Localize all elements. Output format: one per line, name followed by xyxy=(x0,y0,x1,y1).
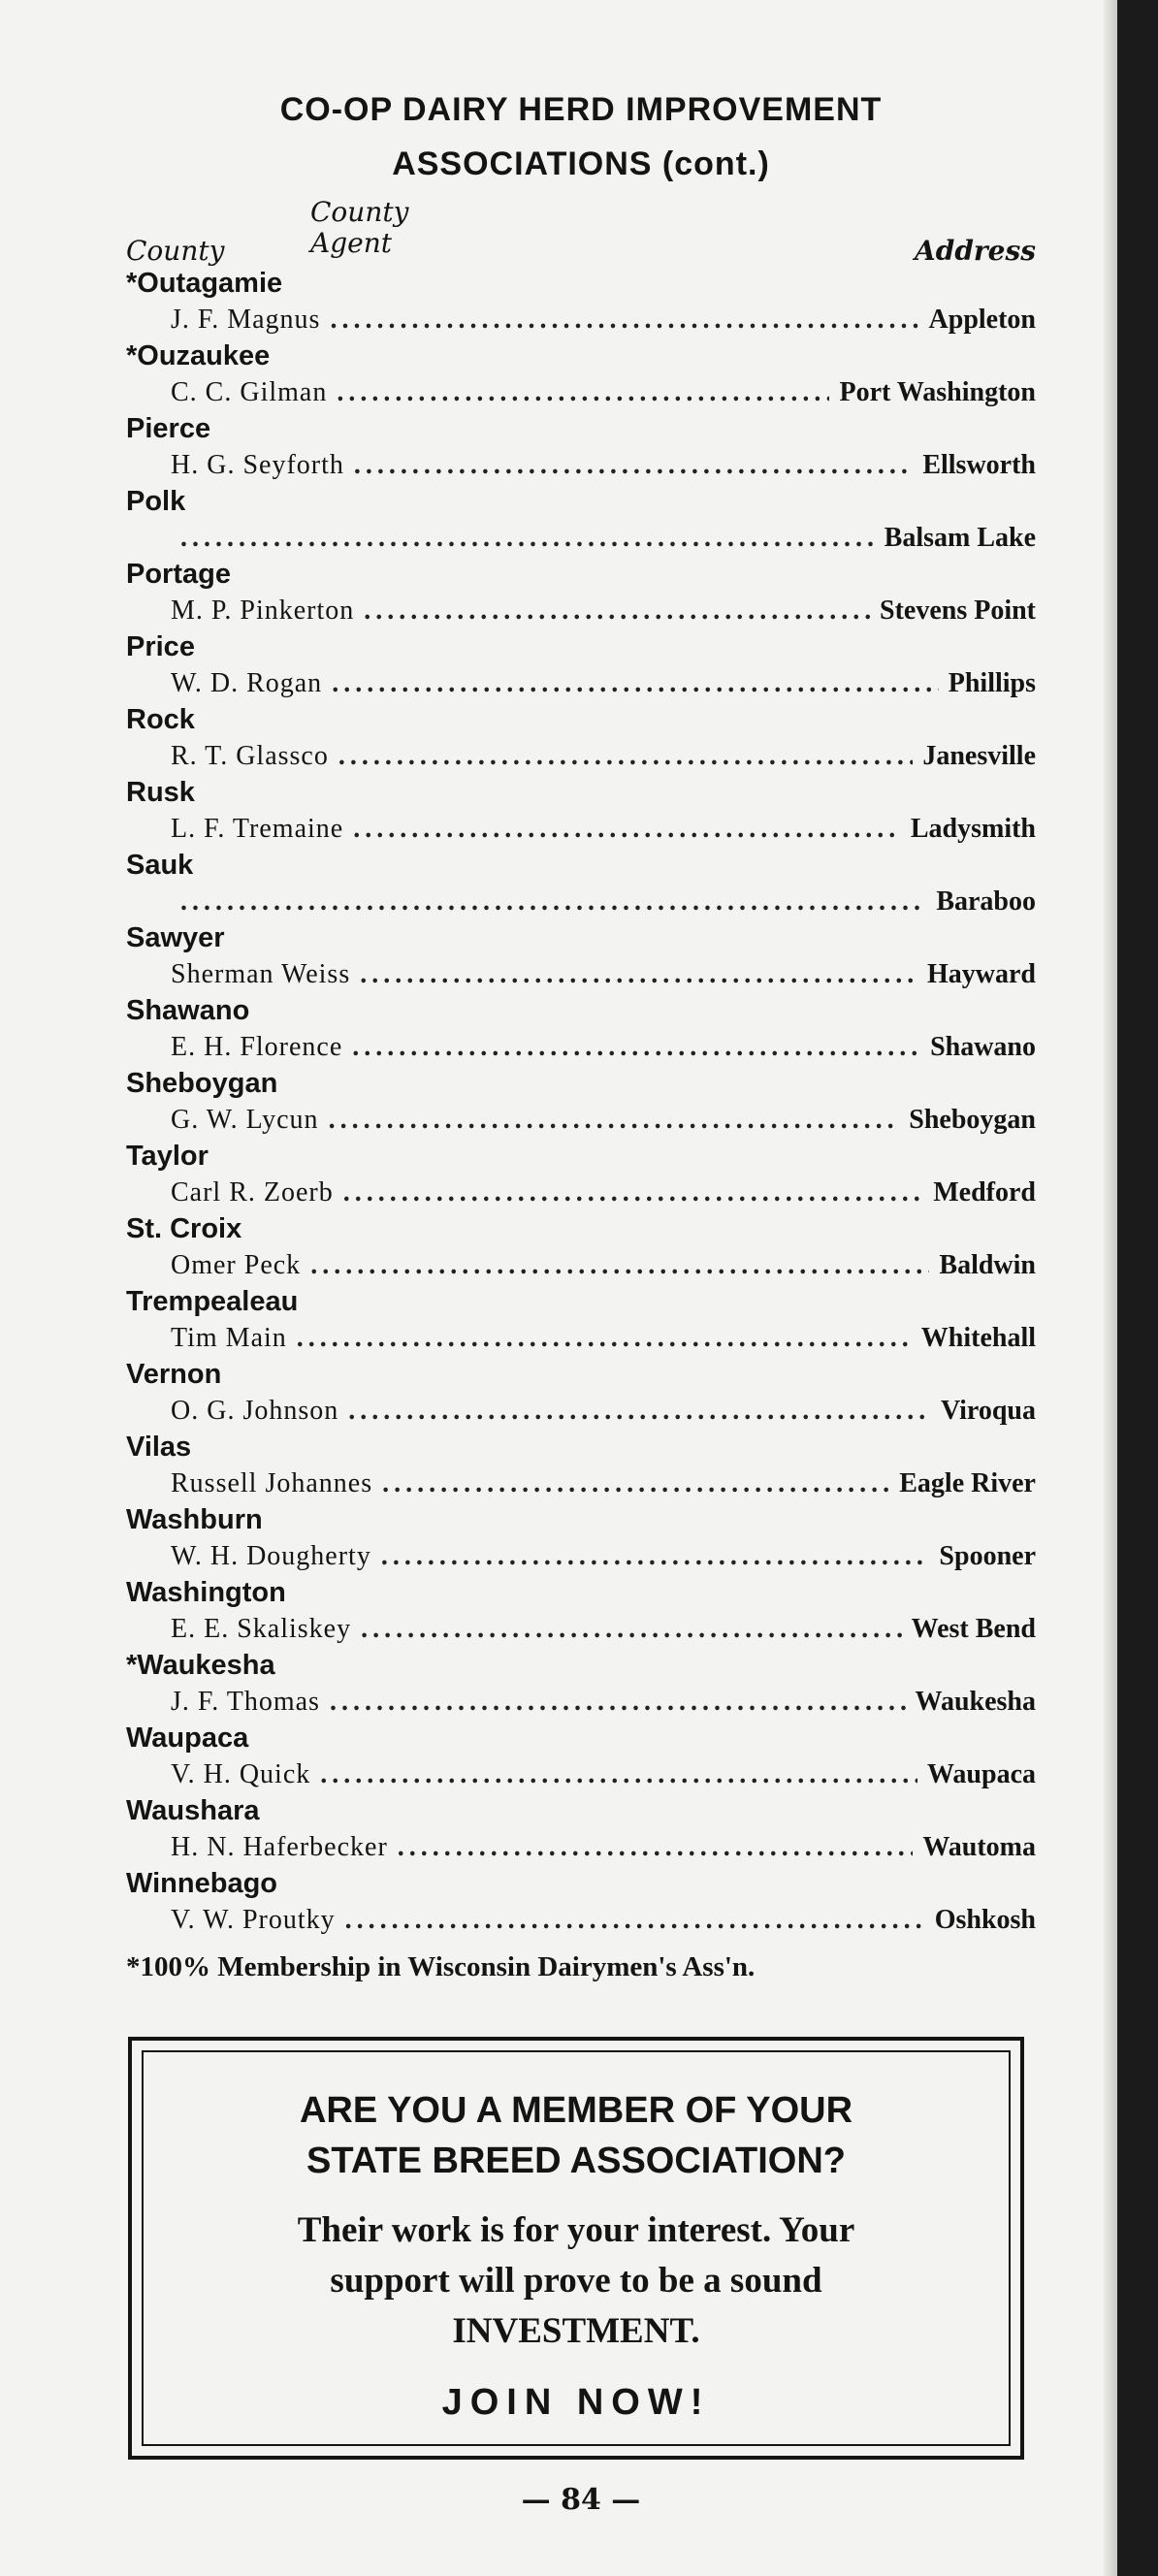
dot-leader xyxy=(382,1465,889,1503)
agent-name: V. W. Proutky xyxy=(171,1905,336,1935)
address: Medford xyxy=(933,1177,1036,1208)
dot-leader xyxy=(360,955,917,994)
dot-leader xyxy=(329,1101,900,1140)
address: Hayward xyxy=(927,959,1036,989)
address: Viroqua xyxy=(940,1396,1036,1426)
column-headers xyxy=(126,197,1036,267)
county-name: Winnebago xyxy=(126,1868,278,1899)
agent-address-line xyxy=(126,664,1036,703)
county-name: Waushara xyxy=(126,1795,260,1826)
county-name: Shawano xyxy=(126,995,250,1026)
join-now-callout: JOIN NOW! xyxy=(441,2382,711,2423)
county-entry xyxy=(126,849,1036,921)
dot-leader xyxy=(330,301,918,339)
agent-name: Sherman Weiss xyxy=(171,959,351,989)
agent-name: W. H. Dougherty xyxy=(171,1541,371,1571)
scan-border xyxy=(1117,0,1158,2576)
agent-name: G. W. Lycun xyxy=(171,1105,319,1135)
agent-name: Tim Main xyxy=(171,1323,287,1353)
dot-leader xyxy=(364,592,870,630)
page-title-line1: CO-OP DAIRY HERD IMPROVEMENT xyxy=(279,91,883,128)
county-name: Rusk xyxy=(126,777,195,808)
paragraph-line2: support will prove to be a sound xyxy=(330,2261,822,2301)
agent-address-line xyxy=(126,1028,1036,1067)
dot-leader xyxy=(332,664,939,703)
agent-address-line xyxy=(126,1537,1036,1576)
dot-leader xyxy=(398,1828,914,1867)
agent-name: V. H. Quick xyxy=(171,1759,311,1789)
county-name: Sawyer xyxy=(126,922,225,953)
agent-name: J. F. Thomas xyxy=(171,1687,320,1717)
agent-address-line xyxy=(126,883,1036,921)
dot-leader xyxy=(320,1755,917,1794)
dot-leader xyxy=(180,519,875,558)
county-entry xyxy=(126,1067,1036,1140)
agent-address-line xyxy=(126,810,1036,849)
address: Janesville xyxy=(922,741,1036,771)
dot-leader xyxy=(297,1319,912,1358)
dot-leader xyxy=(352,1028,920,1067)
address: Port Washington xyxy=(839,377,1036,407)
county-entry xyxy=(126,1867,1036,1940)
county-entry xyxy=(126,485,1036,558)
address: Oshkosh xyxy=(934,1905,1036,1935)
county-entry xyxy=(126,1576,1036,1649)
agent-name: H. G. Seyforth xyxy=(171,450,344,480)
address: Waukesha xyxy=(915,1687,1036,1717)
county-entry xyxy=(126,1722,1036,1794)
county-name: Rock xyxy=(126,704,195,735)
dot-leader xyxy=(354,446,913,485)
agent-name: E. H. Florence xyxy=(171,1032,343,1062)
county-entry xyxy=(126,412,1036,485)
county-name: Taylor xyxy=(126,1141,209,1172)
agent-column-header xyxy=(310,197,408,259)
agent-name: Omer Peck xyxy=(171,1250,302,1280)
address: Ellsworth xyxy=(922,450,1036,480)
footnote: *100% Membership in Wisconsin Dairymen's Ass'n. xyxy=(126,1951,756,1982)
dot-leader xyxy=(343,1174,923,1212)
county-entry xyxy=(126,1140,1036,1212)
dot-leader xyxy=(337,373,829,412)
notice-paragraph xyxy=(144,2206,1009,2357)
dot-leader xyxy=(348,1392,931,1431)
county-entry xyxy=(126,1212,1036,1285)
county-name: Trempealeau xyxy=(126,1286,299,1317)
county-entry xyxy=(126,776,1036,849)
agent-address-line xyxy=(126,1392,1036,1431)
agent-address-line xyxy=(126,1465,1036,1503)
county-entry xyxy=(126,558,1036,630)
page-edge-shadow xyxy=(1104,0,1117,2576)
agent-name: Russell Johannes xyxy=(171,1468,373,1498)
address: Sheboygan xyxy=(909,1105,1036,1135)
agent-address-line xyxy=(126,737,1036,776)
county-name: *Ouzaukee xyxy=(126,340,271,371)
address: Ladysmith xyxy=(910,814,1036,844)
county-name: Vernon xyxy=(126,1359,222,1390)
agent-header-line1: County xyxy=(310,196,409,228)
agent-name: Carl R. Zoerb xyxy=(171,1177,334,1208)
county-name: Waupaca xyxy=(126,1723,249,1754)
agent-address-line xyxy=(126,446,1036,485)
paragraph-line3: INVESTMENT. xyxy=(452,2311,700,2351)
agent-address-line xyxy=(126,519,1036,558)
agent-address-line xyxy=(126,1683,1036,1722)
agent-address-line xyxy=(126,1101,1036,1140)
county-name: Polk xyxy=(126,486,186,517)
county-entry xyxy=(126,921,1036,994)
county-name: St. Croix xyxy=(126,1213,242,1244)
agent-name: R. T. Glassco xyxy=(171,741,329,771)
county-name: Sheboygan xyxy=(126,1068,278,1099)
address: Wautoma xyxy=(922,1832,1036,1862)
dot-leader xyxy=(353,810,901,849)
agent-address-line xyxy=(126,1174,1036,1212)
dot-leader xyxy=(345,1901,925,1940)
agent-address-line xyxy=(126,301,1036,339)
county-name: Vilas xyxy=(126,1432,192,1463)
county-entry xyxy=(126,1649,1036,1722)
address: Eagle River xyxy=(899,1468,1036,1498)
agent-address-line xyxy=(126,1246,1036,1285)
county-entry xyxy=(126,703,1036,776)
county-entry xyxy=(126,1794,1036,1867)
county-column-header: County xyxy=(126,235,225,267)
county-name: Pierce xyxy=(126,413,211,444)
county-name: Washburn xyxy=(126,1504,263,1535)
agent-address-line xyxy=(126,1901,1036,1940)
county-entry xyxy=(126,630,1036,703)
document-page xyxy=(126,82,1036,1983)
agent-name: E. E. Skaliskey xyxy=(171,1614,352,1644)
agent-name: C. C. Gilman xyxy=(171,377,328,407)
address: Baraboo xyxy=(936,886,1036,917)
agent-address-line xyxy=(126,1828,1036,1867)
county-name: *Outagamie xyxy=(126,268,283,299)
dot-leader xyxy=(361,1610,902,1649)
address: Stevens Point xyxy=(880,596,1036,626)
address: Spooner xyxy=(939,1541,1036,1571)
notice-inner-border xyxy=(142,2050,1011,2446)
paragraph-line1: Their work is for your interest. Your xyxy=(297,2210,855,2250)
membership-notice-box xyxy=(128,2037,1024,2460)
dot-leader xyxy=(180,883,926,921)
county-name: Price xyxy=(126,631,195,662)
agent-address-line xyxy=(126,373,1036,412)
address: West Bend xyxy=(911,1614,1036,1644)
county-entry xyxy=(126,1431,1036,1503)
county-entry xyxy=(126,1285,1036,1358)
dot-leader xyxy=(381,1537,930,1576)
association-list xyxy=(126,267,1036,1940)
agent-address-line xyxy=(126,592,1036,630)
agent-name: O. G. Johnson xyxy=(171,1396,339,1426)
county-name: Portage xyxy=(126,559,231,590)
address-column-header: Address xyxy=(915,235,1036,267)
county-name: *Waukesha xyxy=(126,1650,275,1681)
page-number: — 84 — xyxy=(521,2483,641,2517)
address: Appleton xyxy=(928,305,1036,335)
agent-name: H. N. Haferbecker xyxy=(171,1832,388,1862)
agent-address-line xyxy=(126,955,1036,994)
question-line2: STATE BREED ASSOCIATION? xyxy=(306,2141,846,2181)
agent-name: L. F. Tremaine xyxy=(171,814,344,844)
county-entry xyxy=(126,339,1036,412)
agent-name: M. P. Pinkerton xyxy=(171,596,355,626)
dot-leader xyxy=(338,737,913,776)
county-entry xyxy=(126,267,1036,339)
notice-question xyxy=(144,2085,1009,2186)
address: Baldwin xyxy=(939,1250,1036,1280)
question-line1: ARE YOU A MEMBER OF YOUR xyxy=(299,2090,853,2131)
address: Balsam Lake xyxy=(884,523,1036,553)
county-entry xyxy=(126,1358,1036,1431)
county-entry xyxy=(126,994,1036,1067)
address: Waupaca xyxy=(926,1759,1036,1789)
agent-address-line xyxy=(126,1755,1036,1794)
address: Whitehall xyxy=(920,1323,1036,1353)
agent-name: J. F. Magnus xyxy=(171,305,321,335)
agent-name: W. D. Rogan xyxy=(171,668,323,698)
address: Phillips xyxy=(948,668,1036,698)
agent-address-line xyxy=(126,1319,1036,1358)
address: Shawano xyxy=(930,1032,1036,1062)
agent-address-line xyxy=(126,1610,1036,1649)
page-title-line2: ASSOCIATIONS (cont.) xyxy=(392,145,770,182)
county-entry xyxy=(126,1503,1036,1576)
dot-leader xyxy=(330,1683,906,1722)
dot-leader xyxy=(310,1246,929,1285)
agent-header-line2: Agent xyxy=(310,227,392,259)
county-name: Washington xyxy=(126,1577,286,1608)
county-name: Sauk xyxy=(126,850,194,881)
